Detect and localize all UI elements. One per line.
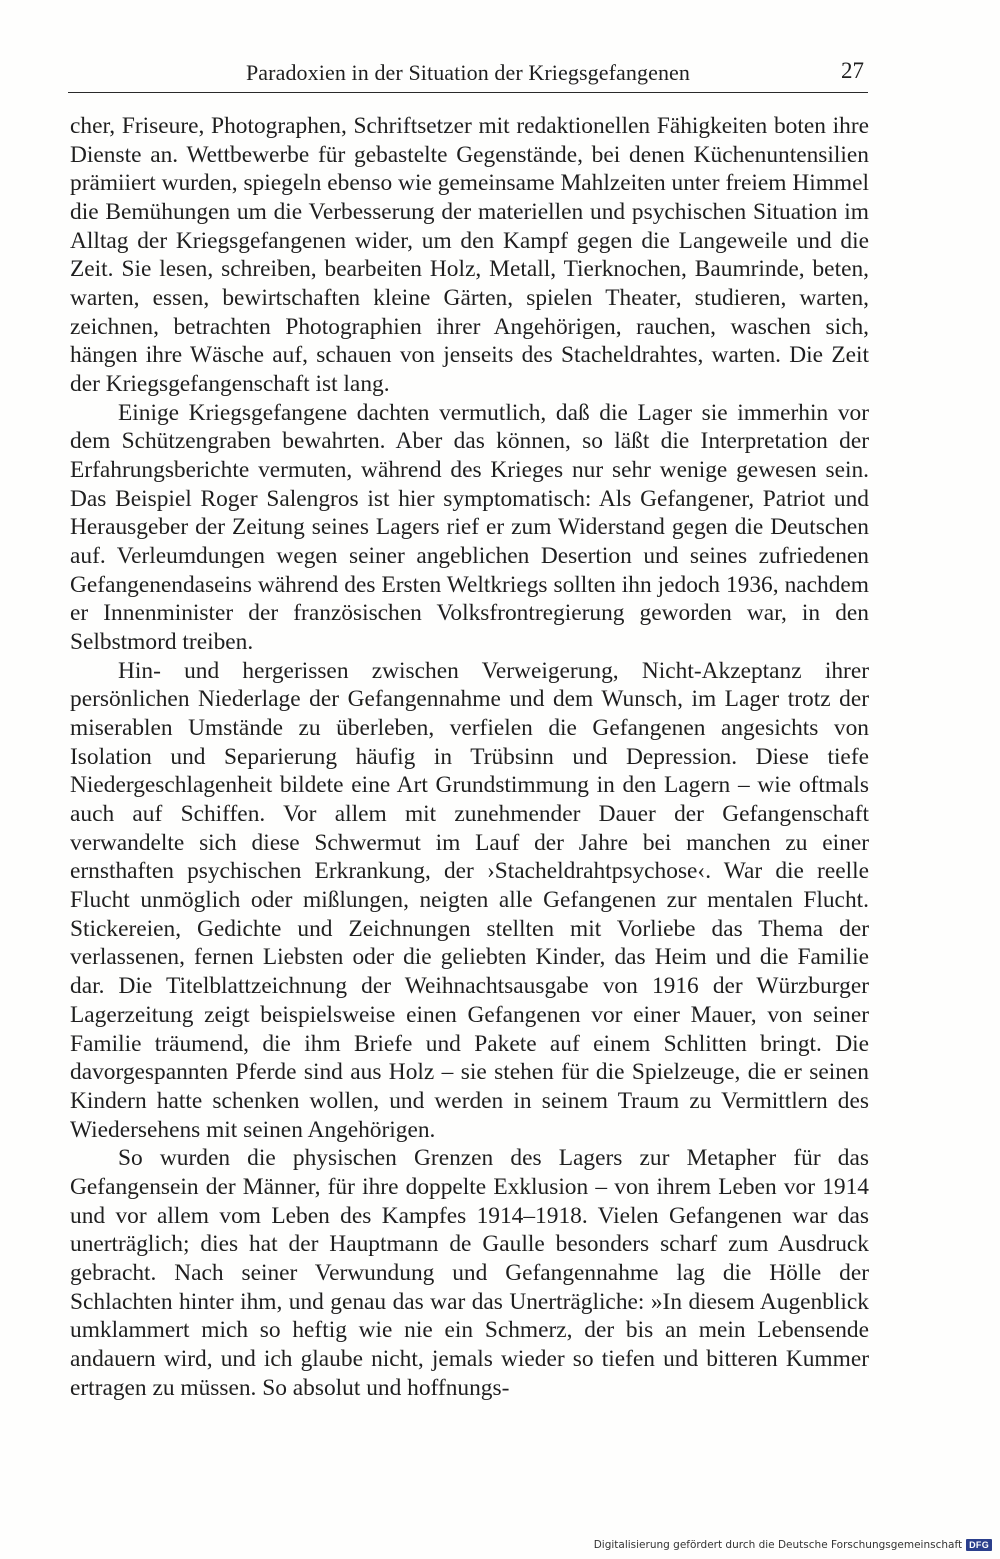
paragraph-2: Einige Kriegsgefangene dachten vermutlich, daß die Lager sie immerhin vor dem Schützengraben bewahrten. Aber das können, so läßt die Interpretation der Erfahrungsberichte vermuten, während des Krieges nur sehr wenige gewesen sein. Das Beispiel Roger Salengros ist hier symptomatisch: Als Gefangener, Patriot und Herausgeber der Zeitung seines Lagers rief er zum Widerstand gegen die Deutschen auf. Verleumdungen wegen seiner angeblichen Desertion und seines zufriedenen Gefangenendaseins während des Ersten Weltkriegs sollten ihn jedoch 1936, nachdem er Innenminister der französischen Volksfrontregierung geworden war, in den Selbstmord treiben.	[70, 399, 869, 656]
page-number: 27	[841, 58, 864, 83]
running-title: Paradoxien in der Situation der Kriegsgefangenen	[245, 60, 691, 85]
running-head	[68, 56, 868, 93]
digitization-credit	[594, 1539, 992, 1551]
paragraph-1: cher, Friseure, Photographen, Schriftsetzer mit redaktionellen Fähigkeiten boten ihre Dienste an. Wettbewerbe für gebastelte Gegenstände, bei denen Küchenuntensilien prämiiert wurden, spiegeln ebenso wie gemeinsame Mahlzeiten unter freiem Himmel die Bemühungen um die Verbesserung der materiellen und psychischen Situation im Alltag der Kriegsgefangenen wider, um den Kampf gegen die Langeweile und die Zeit. Sie lesen, schreiben, bearbeiten Holz, Metall, Tierknochen, Baumrinde, beten, warten, essen, bewirtschaften kleine Gärten, spielen Theater, studieren, warten, zeichnen, betrachten Photographien ihrer Angehörigen, rauchen, waschen sich, hängen ihre Wäsche auf, schauen von jenseits des Stacheldrahtes, warten. Die Zeit der Kriegsgefangenschaft ist lang.	[70, 113, 869, 398]
paragraph-4: So wurden die physischen Grenzen des Lagers zur Metapher für das Gefangensein der Männer, für ihre doppelte Exklusion – von ihrem Leben vor 1914 und vor allem vom Leben des Kampfes 1914–1918. Vielen Gefangenen war das unerträglich; dies hat der Hauptmann de Gaulle besonders scharf zum Ausdruck gebracht. Nach seiner Verwundung und Gefangennahme lag die Hölle der Schlachten hinter ihm, und genau das war das Unerträgliche: »In diesem Augenblick umklammert mich so heftig wie nie ein Schmerz, der bis an mein Lebensende andauern wird, und ich glaube nicht, jemals wieder so tiefen und bitteren Kummer ertragen zu müssen. So absolut und hoffnungs-	[70, 1145, 869, 1401]
body-text	[70, 112, 869, 1402]
credit-text: Digitalisierung gefördert durch die Deutsche Forschungsgemeinschaft	[593, 1539, 963, 1551]
paragraph-3: Hin- und hergerissen zwischen Verweigerung, Nicht-Akzeptanz ihrer persönlichen Niederlage der Gefangennahme und dem Wunsch, im Lager trotz der miserablen Umstände zu überleben, verfielen die Gefangenen angesichts von Isolation und Separierung häufig in Trübsinn und Depression. Diese tiefe Niedergeschlagenheit bildete eine Art Grundstimmung in den Lagern – wie oftmals auch auf Schiffen. Vor allem mit zunehmender Dauer der Gefangenschaft verwandelte sich diese Schwermut im Lauf der Jahre bei manchen zu einer ernsthaften psychischen Erkrankung, der ›Stacheldrahtpsychose‹. War die reelle Flucht unmöglich oder mißlungen, neigten alle Gefangenen zur mentalen Flucht. Stickereien, Gedichte und Zeichnungen stellten mit Vorliebe das Thema der verlassenen, fernen Liebsten oder die geliebten Kinder, das Heim und die Familie dar. Die Titelblattzeichnung der Weihnachtsausgabe von 1916 der Würzburger Lagerzeitung zeigt beispielsweise einen Gefangenen vor einer Mauer, von seiner Familie träumend, die ihm Briefe und Pakete auf einem Schlitten bringt. Die davorgespannten Pferde sind aus Holz – sie stehen für die Spielzeuge, die er seinen Kindern hatte schenken wollen, und werden in seinem Traum zu Vermittlern des Wiedersehens mit seinen Angehörigen.	[70, 657, 869, 1143]
dfg-logo-icon: DFG	[966, 1539, 992, 1551]
